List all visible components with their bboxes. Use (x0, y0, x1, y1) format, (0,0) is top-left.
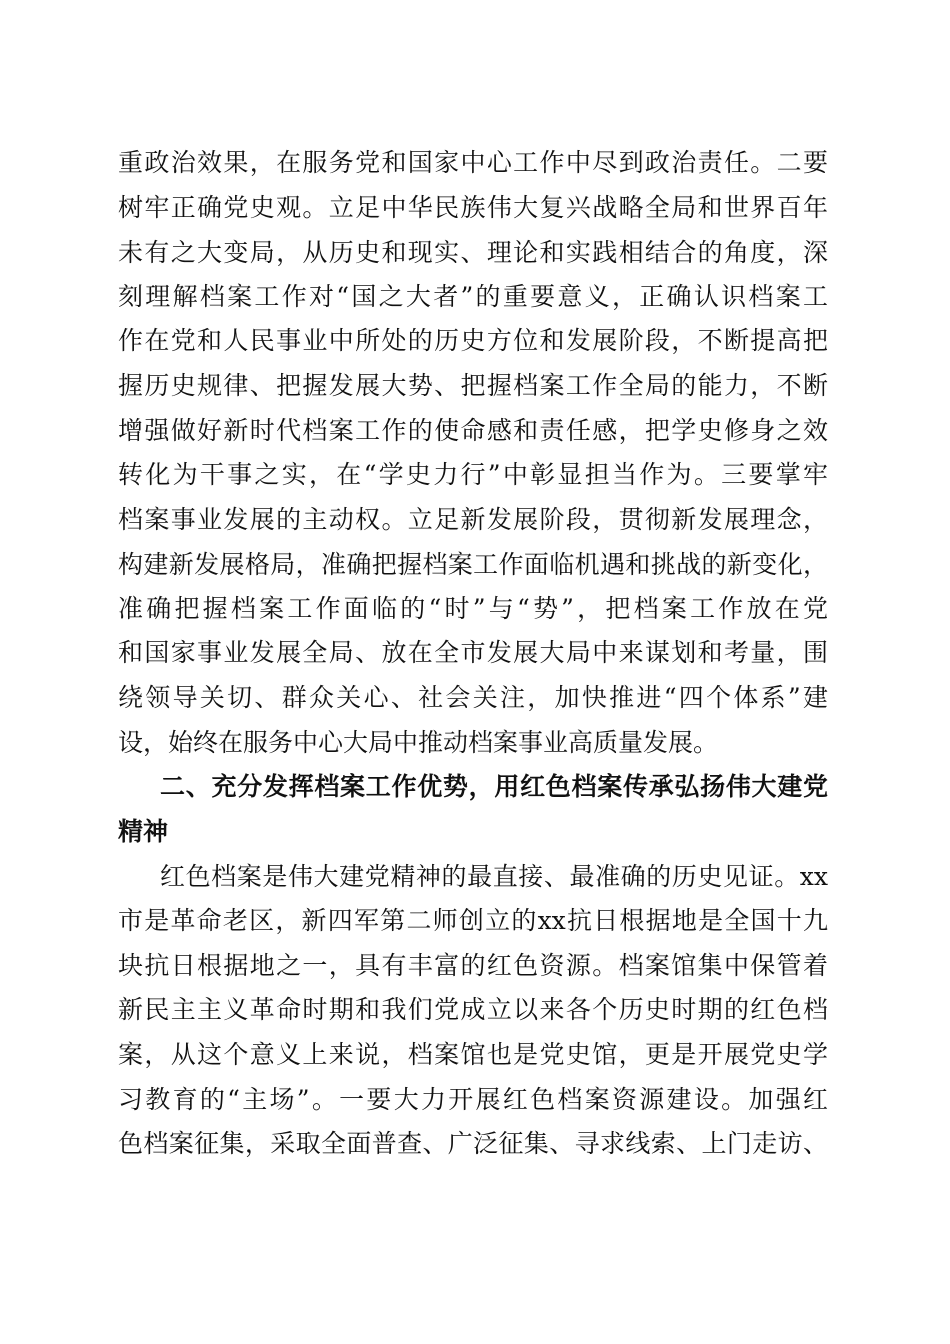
paragraph1-line: 作在党和人民事业中所处的历史方位和发展阶段，不断提高把 (118, 326, 828, 355)
paragraph2-line: 新民主主义革命时期和我们党成立以来各个历史时期的红色档 (118, 995, 828, 1024)
paragraph1-line: 树牢正确党史观。立足中华民族伟大复兴战略全局和世界百年 (118, 193, 828, 222)
paragraph2-line: 案，从这个意义上来说，档案馆也是党史馆，更是开展党史学 (118, 1040, 828, 1069)
section-heading: 二、充分发挥档案工作优势，用红色档案传承弘扬伟大建党 (160, 772, 828, 801)
section-heading: 精神 (118, 817, 169, 846)
paragraph1-line: 档案事业发展的主动权。立足新发展阶段，贯彻新发展理念， (118, 505, 828, 534)
paragraph1-line: 设，始终在服务中心大局中推动档案事业高质量发展。 (118, 728, 719, 757)
paragraph1-line: 未有之大变局，从历史和现实、理论和实践相结合的角度，深 (118, 238, 828, 267)
paragraph1-line: 刻理解档案工作对“国之大者”的重要意义，正确认识档案工 (118, 282, 828, 311)
paragraph1-line: 和国家事业发展全局、放在全市发展大局中来谋划和考量，围 (118, 638, 828, 667)
paragraph1-line: 构建新发展格局，准确把握档案工作面临机遇和挑战的新变化， (118, 550, 828, 579)
paragraph1-line: 绕领导关切、群众关心、社会关注，加快推进“四个体系”建 (118, 683, 828, 712)
paragraph2-line: 习教育的“主场”。一要大力开展红色档案资源建设。加强红 (118, 1085, 828, 1114)
paragraph1-line: 转化为干事之实，在“学史力行”中彰显担当作为。三要掌牢 (118, 460, 828, 489)
paragraph2-line: 红色档案是伟大建党精神的最直接、最准确的历史见证。xx (160, 862, 828, 891)
paragraph1-line: 增强做好新时代档案工作的使命感和责任感，把学史修身之效 (118, 416, 828, 445)
paragraph2-line: 色档案征集，采取全面普查、广泛征集、寻求线索、上门走访、 (118, 1129, 828, 1158)
paragraph1-line: 准确把握档案工作面临的“时”与“势”，把档案工作放在党 (118, 594, 828, 623)
paragraph1-line: 重政治效果，在服务党和国家中心工作中尽到政治责任。二要 (118, 148, 828, 177)
paragraph2-line: 市是革命老区，新四军第二师创立的xx抗日根据地是全国十九 (118, 906, 828, 935)
paragraph1-line: 握历史规律、把握发展大势、把握档案工作全局的能力，不断 (118, 371, 828, 400)
paragraph2-line: 块抗日根据地之一，具有丰富的红色资源。档案馆集中保管着 (118, 951, 828, 980)
